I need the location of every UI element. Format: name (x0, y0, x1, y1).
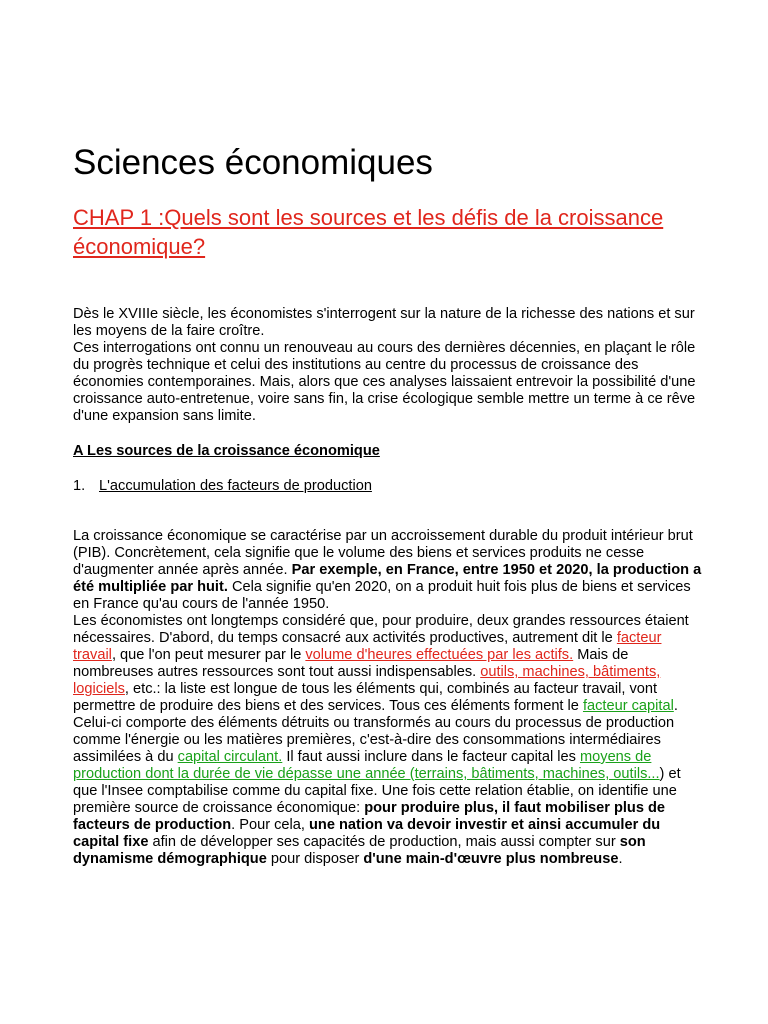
body-bold-5: d'une main-d'œuvre plus nombreuse (363, 851, 619, 867)
body-text-9: ) et que l'Insee comptabilise comme du capital fixe. Une fois cette relation établie, on identifie une première source de croissance économique: (73, 766, 681, 816)
body-text-4: , que l'on peut mesurer par le (111, 647, 306, 663)
body-text-5: Mais de nombreuses autres ressources sont tout aussi indispensables. (73, 647, 629, 680)
body-text-1: La croissance économique se caractérise par un accroissement durable du produit intérieur brut (PIB). Concrètement, cela signifie que le volume des biens et services produits ne cesse d'augmenter année après année. (73, 528, 693, 578)
intro-line-2: Ces interrogations ont connu un renouveau au cours des dernières décennies, en plaçant le rôle du progrès technique et celui des institutions au centre du processus de croissance des économies contemporaines. Mais, alors que ces analyses laissaient entrevoir la possibilité d'une croissance auto-entretenue, voire sans fin, la crise écologique semble mettre un terme à ce rêve d'une expansion sans limite. (73, 340, 696, 424)
body-text-6: , etc.: la liste est longue de tous les éléments qui, combinés au facteur travail, vont permettre de produire des biens et des services. Tous ces éléments forment le (73, 681, 658, 714)
body-text-11: afin de développer ses capacités de production, mais aussi compter sur (148, 834, 620, 850)
section-heading-a: A Les sources de la croissance économique (73, 443, 380, 459)
link-moyens-production[interactable]: moyens de production dont la durée de vie dépasse une année (terrains, bâtiments, machines, outils... (73, 749, 660, 782)
body-paragraph (73, 528, 703, 868)
chapter-title (73, 203, 703, 261)
body-bold-3: une nation va devoir investir et ainsi accumuler du capital fixe (73, 817, 661, 850)
link-facteur-capital[interactable]: facteur capital (582, 698, 674, 714)
link-capital-circulant[interactable]: capital circulant. (177, 749, 283, 765)
intro-paragraph (73, 306, 703, 425)
body-bold-1: Par exemple, en France, entre 1950 et 2020, la production a été multipliée par huit. (73, 562, 702, 595)
list-item-text: L'accumulation des facteurs de production (99, 478, 372, 494)
body-bold-2: pour produire plus, il faut mobiliser plus de facteurs de production (73, 800, 666, 833)
body-text-13: . (618, 851, 623, 867)
link-facteur-travail[interactable]: facteur travail (73, 630, 662, 663)
page-title: Sciences économiques (73, 143, 433, 182)
link-outils-machines[interactable]: outils, machines, bâtiments, logiciels (73, 664, 661, 697)
body-text-7: . Celui-ci comporte des éléments détruits ou transformés au cours du processus de production comme l'énergie ou les matières premières, c'est-à-dire des consommations intermédiaires assimilées à du (73, 698, 678, 765)
body-text-3: Les économistes ont longtemps considéré que, pour produire, deux grandes ressources étaient nécessaires. D'abord, du temps consacré aux activités productives, autrement dit le (73, 613, 689, 646)
list-item-number: 1. (73, 478, 86, 494)
body-text-10: . Pour cela, (231, 817, 309, 833)
body-text-8: Il faut aussi inclure dans le facteur capital les (282, 749, 580, 765)
body-text-2: Cela signifie qu'en 2020, on a produit huit fois plus de biens et services en France qu'au cours de l'année 1950. (73, 579, 691, 612)
body-bold-4: son dynamisme démographique (73, 834, 646, 867)
chapter-title-text: CHAP 1 :Quels sont les sources et les défis de la croissance économique? (73, 205, 664, 259)
list-item-1 (73, 478, 372, 495)
body-text-12: pour disposer (266, 851, 364, 867)
intro-line-1: Dès le XVIIIe siècle, les économistes s'interrogent sur la nature de la richesse des nations et sur les moyens de la faire croître. (73, 306, 695, 339)
link-volume-heures[interactable]: volume d'heures effectuées par les actifs. (305, 647, 574, 663)
